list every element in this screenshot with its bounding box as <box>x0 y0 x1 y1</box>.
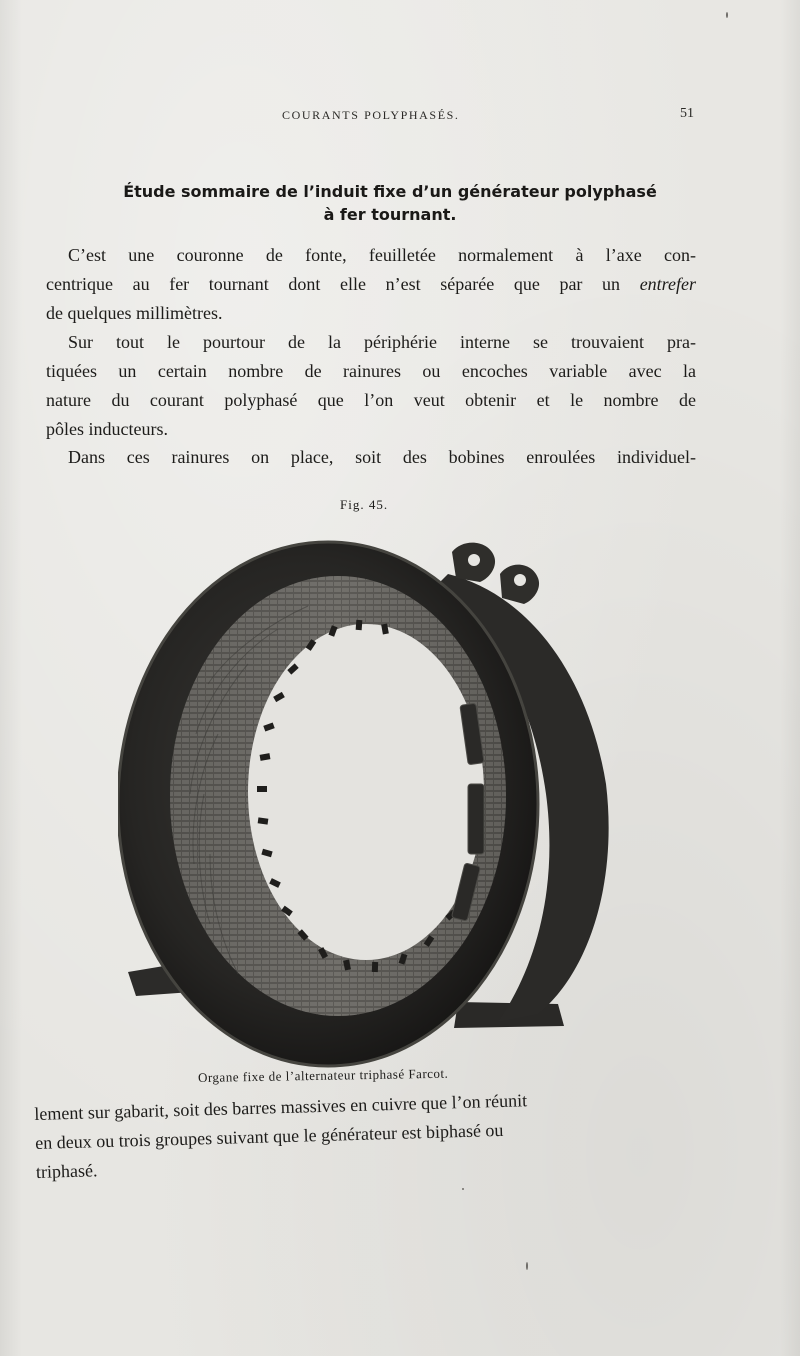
paragraph-3-line-1: Dans ces rainures on place, soit des bobines enroulées individuel- <box>68 447 696 467</box>
continuation-paragraph <box>34 1082 696 1187</box>
paragraph-2-line-4: pôles inducteurs. <box>46 419 168 439</box>
paragraph-3 <box>46 443 696 472</box>
running-head: COURANTS POLYPHASÉS. <box>282 108 460 122</box>
continuation-line-2: en deux ou trois groupes suivant que le générateur est biphasé ou <box>34 1119 504 1153</box>
figure-caption: Organe fixe de l’alternateur triphasé Farcot. <box>197 1065 449 1085</box>
figure-label: Fig. 45. <box>340 497 389 512</box>
paper-speck <box>526 1262 528 1270</box>
paragraph-1-line-1: C’est une couronne de fonte, feuilletée normalement à l’axe con- <box>68 245 696 265</box>
section-title <box>60 180 720 226</box>
continuation-line-3: triphasé. <box>35 1160 98 1182</box>
paragraph-2 <box>46 328 696 444</box>
section-title-line-2: à fer tournant. <box>323 205 457 224</box>
stator-ring-photo <box>118 534 618 1074</box>
page-number: 51 <box>680 106 694 121</box>
paper-speck <box>462 1188 464 1190</box>
paragraph-1 <box>46 241 696 328</box>
paragraph-2-line-2: tiquées un certain nombre de rainures ou encoches variable avec la <box>46 361 696 381</box>
paragraph-1-line-2 <box>46 270 696 299</box>
section-title-line-1: Étude sommaire de l’induit fixe d’un générateur polyphasé <box>123 182 657 201</box>
continuation-line-1: lement sur gabarit, soit des barres massives en cuivre que l’on réunit <box>34 1090 528 1124</box>
paragraph-1-line-3: de quelques millimètres. <box>46 303 223 323</box>
entrefer-term: entrefer <box>639 274 696 294</box>
paragraph-1-line-2-text: centrique au fer tournant dont elle n’est séparée que par un <box>46 274 640 294</box>
paragraph-2-line-1: Sur tout le pourtour de la périphérie interne se trouvaient pra- <box>68 332 696 352</box>
paragraph-2-line-3: nature du courant polyphasé que l’on veut obtenir et le nombre de <box>46 390 696 410</box>
paper-speck <box>726 12 728 18</box>
